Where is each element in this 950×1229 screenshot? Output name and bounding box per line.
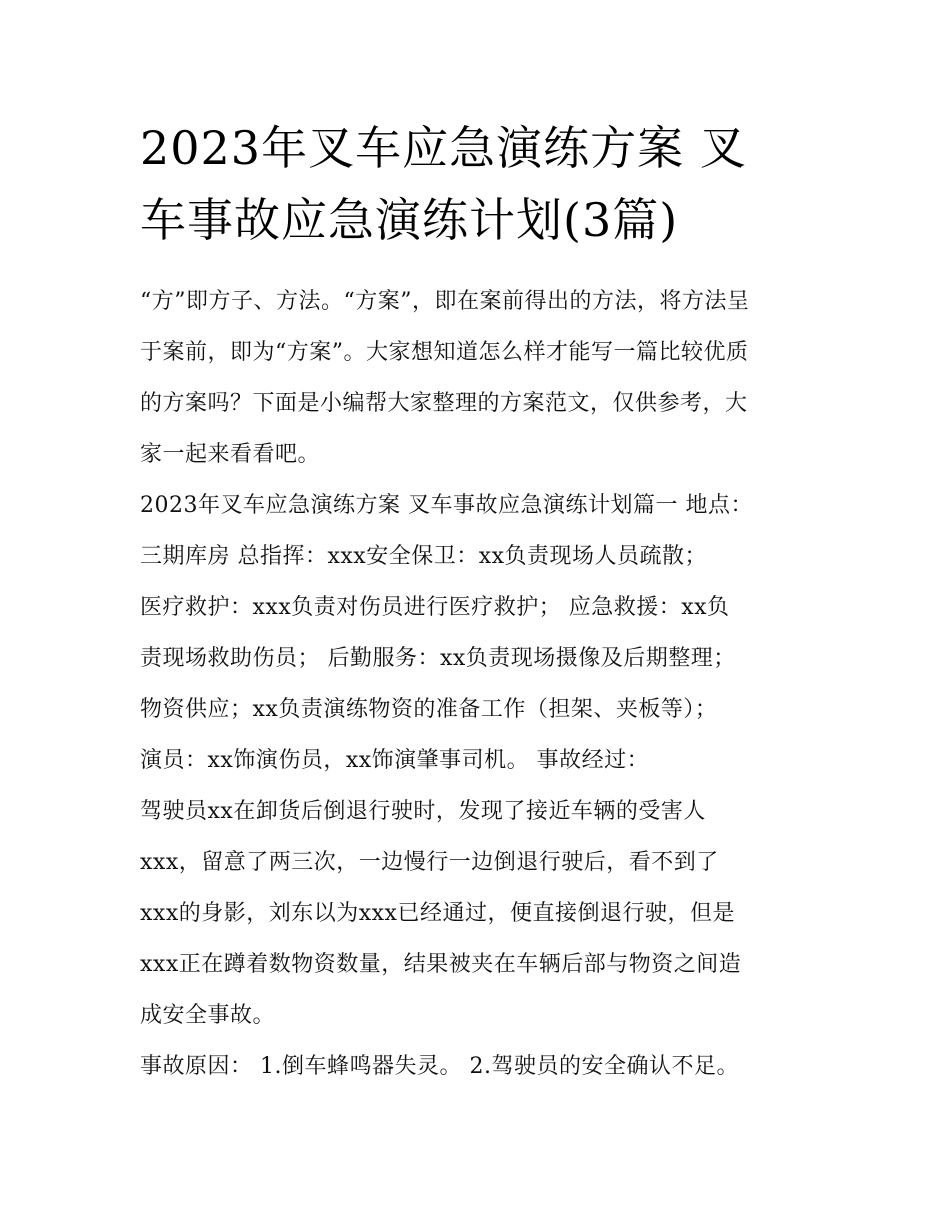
- document-title: [140, 112, 830, 256]
- text-line: “方”即方子、方法。“方案”，即在案前得出的方法，将方法呈: [140, 289, 750, 314]
- text-line: 于案前，即为“方案”。大家想知道怎么样才能写一篇比较优质: [140, 340, 749, 365]
- text-line: 家一起来看看吧。: [140, 442, 321, 467]
- text-line: 成安全事故。: [140, 1003, 276, 1028]
- title-line: 2023年叉车应急演练方案 叉: [140, 121, 747, 175]
- text-line: 的方案吗？下面是小编帮大家整理的方案范文，仅供参考，大: [140, 391, 748, 416]
- section-paragraph: [140, 480, 830, 786]
- text-line: 三期库房 总指挥：xxx安全保卫：xx负责现场人员疏散；: [140, 544, 708, 569]
- text-line: 责现场救助伤员； 后勤服务：xx负责现场摄像及后期整理；: [140, 646, 736, 671]
- text-line: 2023年叉车应急演练方案 叉车事故应急演练计划篇一 地点：: [140, 493, 753, 518]
- intro-paragraph: [140, 276, 830, 480]
- text-line: 医疗救护：xxx负责对伤员进行医疗救护； 应急救援：xx负: [140, 595, 730, 620]
- text-line: xxx的身影，刘东以为xxx已经通过，便直接倒退行驶，但是: [140, 901, 735, 926]
- text-line: 驾驶员xx在卸货后倒退行驶时，发现了接近车辆的受害人: [140, 799, 706, 824]
- text-line: 物资供应；xx负责演练物资的准备工作（担架、夹板等）；: [140, 697, 718, 722]
- text-line: 演员：xx饰演伤员，xx饰演肇事司机。 事故经过：: [140, 748, 650, 773]
- text-line: xxx，留意了两三次，一边慢行一边倒退行驶后，看不到了: [140, 850, 719, 875]
- text-line: 事故原因： 1.倒车蜂鸣器失灵。 2.驾驶员的安全确认不足。: [140, 1054, 739, 1079]
- document-body: [140, 276, 830, 1092]
- cause-paragraph: [140, 1041, 830, 1092]
- text-line: xxx正在蹲着数物资数量，结果被夹在车辆后部与物资之间造: [140, 952, 742, 977]
- accident-paragraph: [140, 786, 830, 1041]
- title-line: 车事故应急演练计划(3篇): [140, 193, 679, 247]
